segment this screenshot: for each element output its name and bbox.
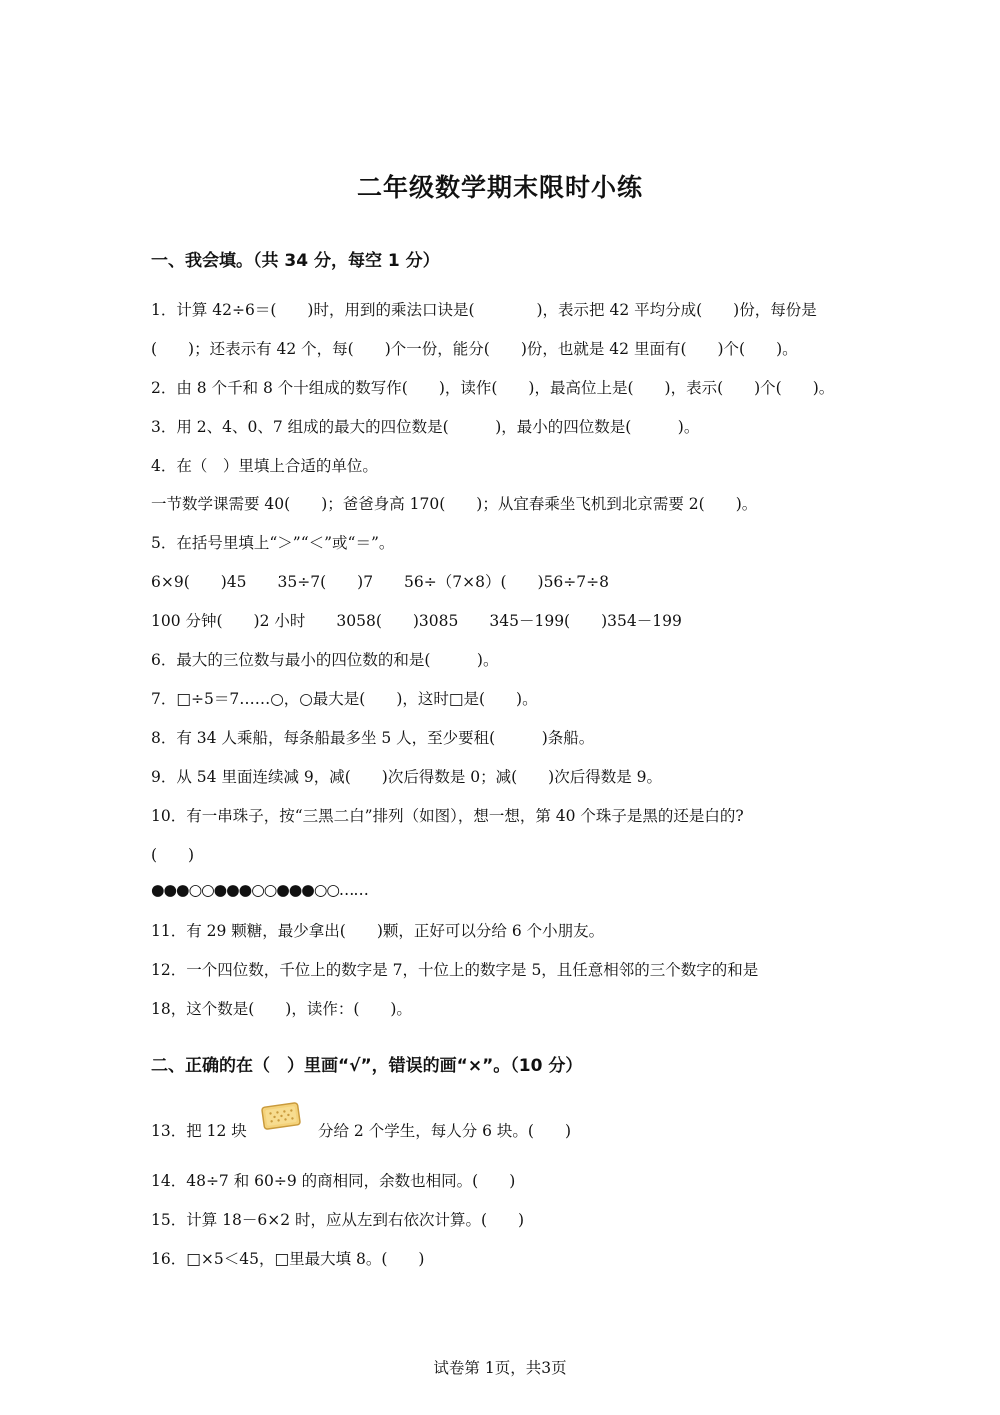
question-line: 一节数学课需要 40( )；爸爸身高 170( )；从宜春乘坐飞机到北京需要 2( )。 (151, 495, 758, 513)
question-line: 16．□×5＜45，□里最大填 8。( ) (151, 1250, 425, 1268)
question-line: 11．有 29 颗糖，最少拿出( )颗，正好可以分给 6 个小朋友。 (151, 922, 605, 940)
cracker-icon (260, 1101, 302, 1131)
section-heading-judge: 二、正确的在（ ）里画“√”，错误的画“×”。（10 分） (151, 1056, 583, 1076)
question-line: 14．48÷7 和 60÷9 的商相同，余数也相同。( ) (151, 1172, 516, 1190)
section-heading-fill: 一、我会填。（共 34 分，每空 1 分） (151, 251, 440, 271)
page-footer: 试卷第 1页，共3页 (433, 1359, 567, 1377)
question-13-part1: 13．把 12 块 (151, 1122, 247, 1140)
question-line: 8．有 34 人乘船，每条船最多坐 5 人，至少要租( )条船。 (151, 729, 595, 747)
question-line: 3．用 2、4、0、7 组成的最大的四位数是( )，最小的四位数是( )。 (151, 418, 700, 436)
question-line: 15．计算 18－6×2 时，应从左到右依次计算。( ) (151, 1211, 525, 1229)
answer-blank-line: ( ) (151, 846, 195, 864)
question-line: 18，这个数是( )，读作：( )。 (151, 1000, 412, 1018)
question-line: ( )；还表示有 42 个，每( )个一份，能分( )份，也就是 42 里面有( )个( )。 (151, 340, 798, 358)
question-line: 100 分钟( )2 小时 3058( )3085 345－199( )354－199 (151, 612, 682, 630)
question-13-part2: 分给 2 个学生，每人分 6 块。( ) (318, 1122, 572, 1140)
bead-sequence: ●●●○○●●●○○●●●○○…… (151, 881, 368, 899)
question-line: 2．由 8 个千和 8 个十组成的数写作( )，读作( )，最高位上是( )，表示( )个( )。 (151, 379, 835, 397)
page-title: 二年级数学期末限时小练 (356, 173, 643, 202)
question-line: 6×9( )45 35÷7( )7 56÷（7×8）( )56÷7÷8 (151, 573, 609, 591)
question-line: 6．最大的三位数与最小的四位数的和是( )。 (151, 651, 499, 669)
question-line: 12．一个四位数，千位上的数字是 7，十位上的数字是 5，且任意相邻的三个数字的和是 (151, 961, 759, 979)
question-line: 4．在（ ）里填上合适的单位。 (151, 457, 378, 475)
question-line: 10．有一串珠子，按“三黑二白”排列（如图），想一想，第 40 个珠子是黑的还是白的? (151, 807, 744, 825)
question-line: 7．□÷5＝7……○，○最大是( )，这时□是( )。 (151, 690, 538, 708)
question-line: 1．计算 42÷6＝( )时，用到的乘法口诀是( )，表示把 42 平均分成( )份，每份是 (151, 301, 817, 319)
question-line: 5．在括号里填上“＞”“＜”或“＝”。 (151, 534, 395, 552)
question-line: 9．从 54 里面连续减 9，减( )次后得数是 0；减( )次后得数是 9。 (151, 768, 662, 786)
